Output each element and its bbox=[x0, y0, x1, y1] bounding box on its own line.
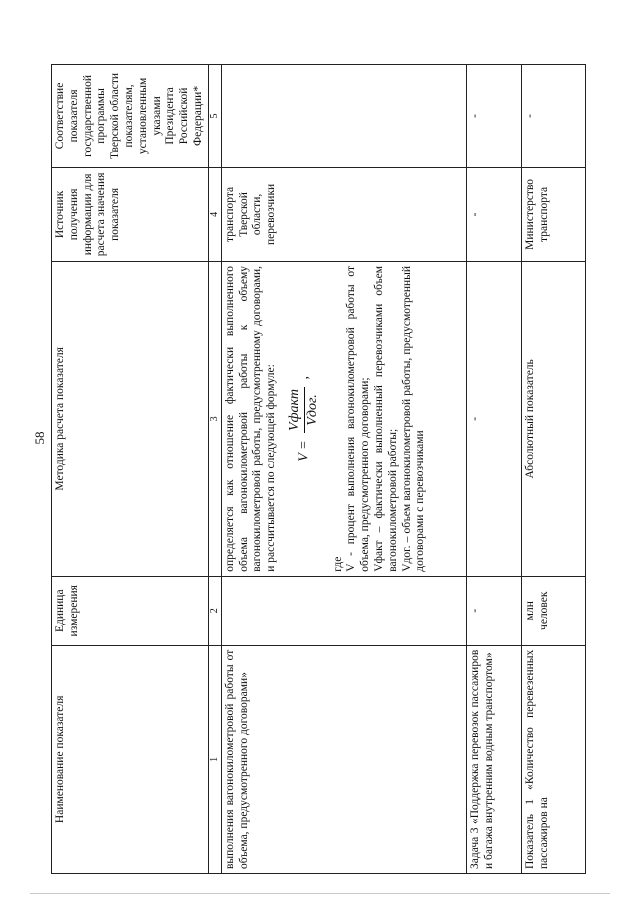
table-header-row bbox=[52, 65, 209, 874]
table-row bbox=[466, 65, 521, 874]
method-cell bbox=[221, 261, 466, 576]
definition-v-dog: Vдог. – объем вагонокилометровой работы, предусмотренный договорами с перевозчиками bbox=[400, 265, 427, 572]
definition-v: V - процент выполнения вагонокилометровой работы от объема, предусмотренного договорами; bbox=[345, 265, 372, 572]
method-cell: - bbox=[466, 261, 521, 576]
header-unit: Единица измерения bbox=[52, 576, 209, 645]
page-number: 58 bbox=[32, 431, 47, 445]
method-cell: Абсолютный показатель bbox=[521, 261, 585, 576]
where-label: где bbox=[331, 556, 344, 572]
indicators-table bbox=[51, 64, 586, 874]
source-cell: Министерство транспорта bbox=[521, 167, 585, 261]
source-cell: - bbox=[466, 167, 521, 261]
table-row bbox=[221, 65, 466, 874]
indicator-name-cell: Показатель 1 «Количество перевезенных пассажиров на bbox=[521, 645, 585, 873]
compliance-cell: - bbox=[521, 65, 585, 168]
compliance-cell bbox=[221, 65, 466, 168]
method-intro: определяется как отношение фактически выполненного объема вагонокилометровой работы к объему вагонокилометровой работы, предусмотренному договорами, и рассчитывается по следующей формуле: bbox=[223, 265, 278, 572]
formula bbox=[287, 266, 322, 572]
formula-lhs: V = bbox=[296, 440, 312, 462]
unit-cell: млн человек bbox=[521, 576, 585, 645]
column-number-row bbox=[208, 65, 221, 874]
indicator-name-cell: Задача 3 «Поддержка перевозок пассажиров и багажа внутренним водным транспортом» bbox=[466, 645, 521, 873]
formula-numerator: Vфакт bbox=[287, 387, 305, 433]
unit-cell: - bbox=[466, 576, 521, 645]
unit-cell bbox=[221, 576, 466, 645]
header-source: Источник получения информации для расчета значения показателя bbox=[52, 167, 209, 261]
column-number: 1 bbox=[208, 645, 221, 873]
column-number: 3 bbox=[208, 261, 221, 576]
rotated-page-content bbox=[51, 64, 586, 874]
scan-edge-line bbox=[30, 893, 610, 894]
header-method: Методика расчета показателя bbox=[52, 261, 209, 576]
formula-tail: , bbox=[296, 375, 312, 380]
column-number: 5 bbox=[208, 65, 221, 168]
formula-denominator: Vдог. bbox=[304, 394, 320, 426]
header-compliance: Соответствие показателя государственной программы Тверской области показателям, установленным указами Президента Российской Федерации* bbox=[52, 65, 209, 168]
table-row bbox=[521, 65, 585, 874]
column-number: 4 bbox=[208, 167, 221, 261]
compliance-cell: - bbox=[466, 65, 521, 168]
header-indicator-name: Наименование показателя bbox=[52, 645, 209, 873]
formula-fraction bbox=[287, 387, 322, 433]
definition-v-fact: Vфакт – фактически выполненный перевозчиками объем вагонокилометровой работы; bbox=[372, 265, 399, 572]
column-number: 2 bbox=[208, 576, 221, 645]
indicator-name-cell: выполнения вагонокилометровой работы от объема, предусмотренного договорами» bbox=[221, 645, 466, 873]
source-cell: транспорта Тверской области, перевозчики bbox=[221, 167, 466, 261]
